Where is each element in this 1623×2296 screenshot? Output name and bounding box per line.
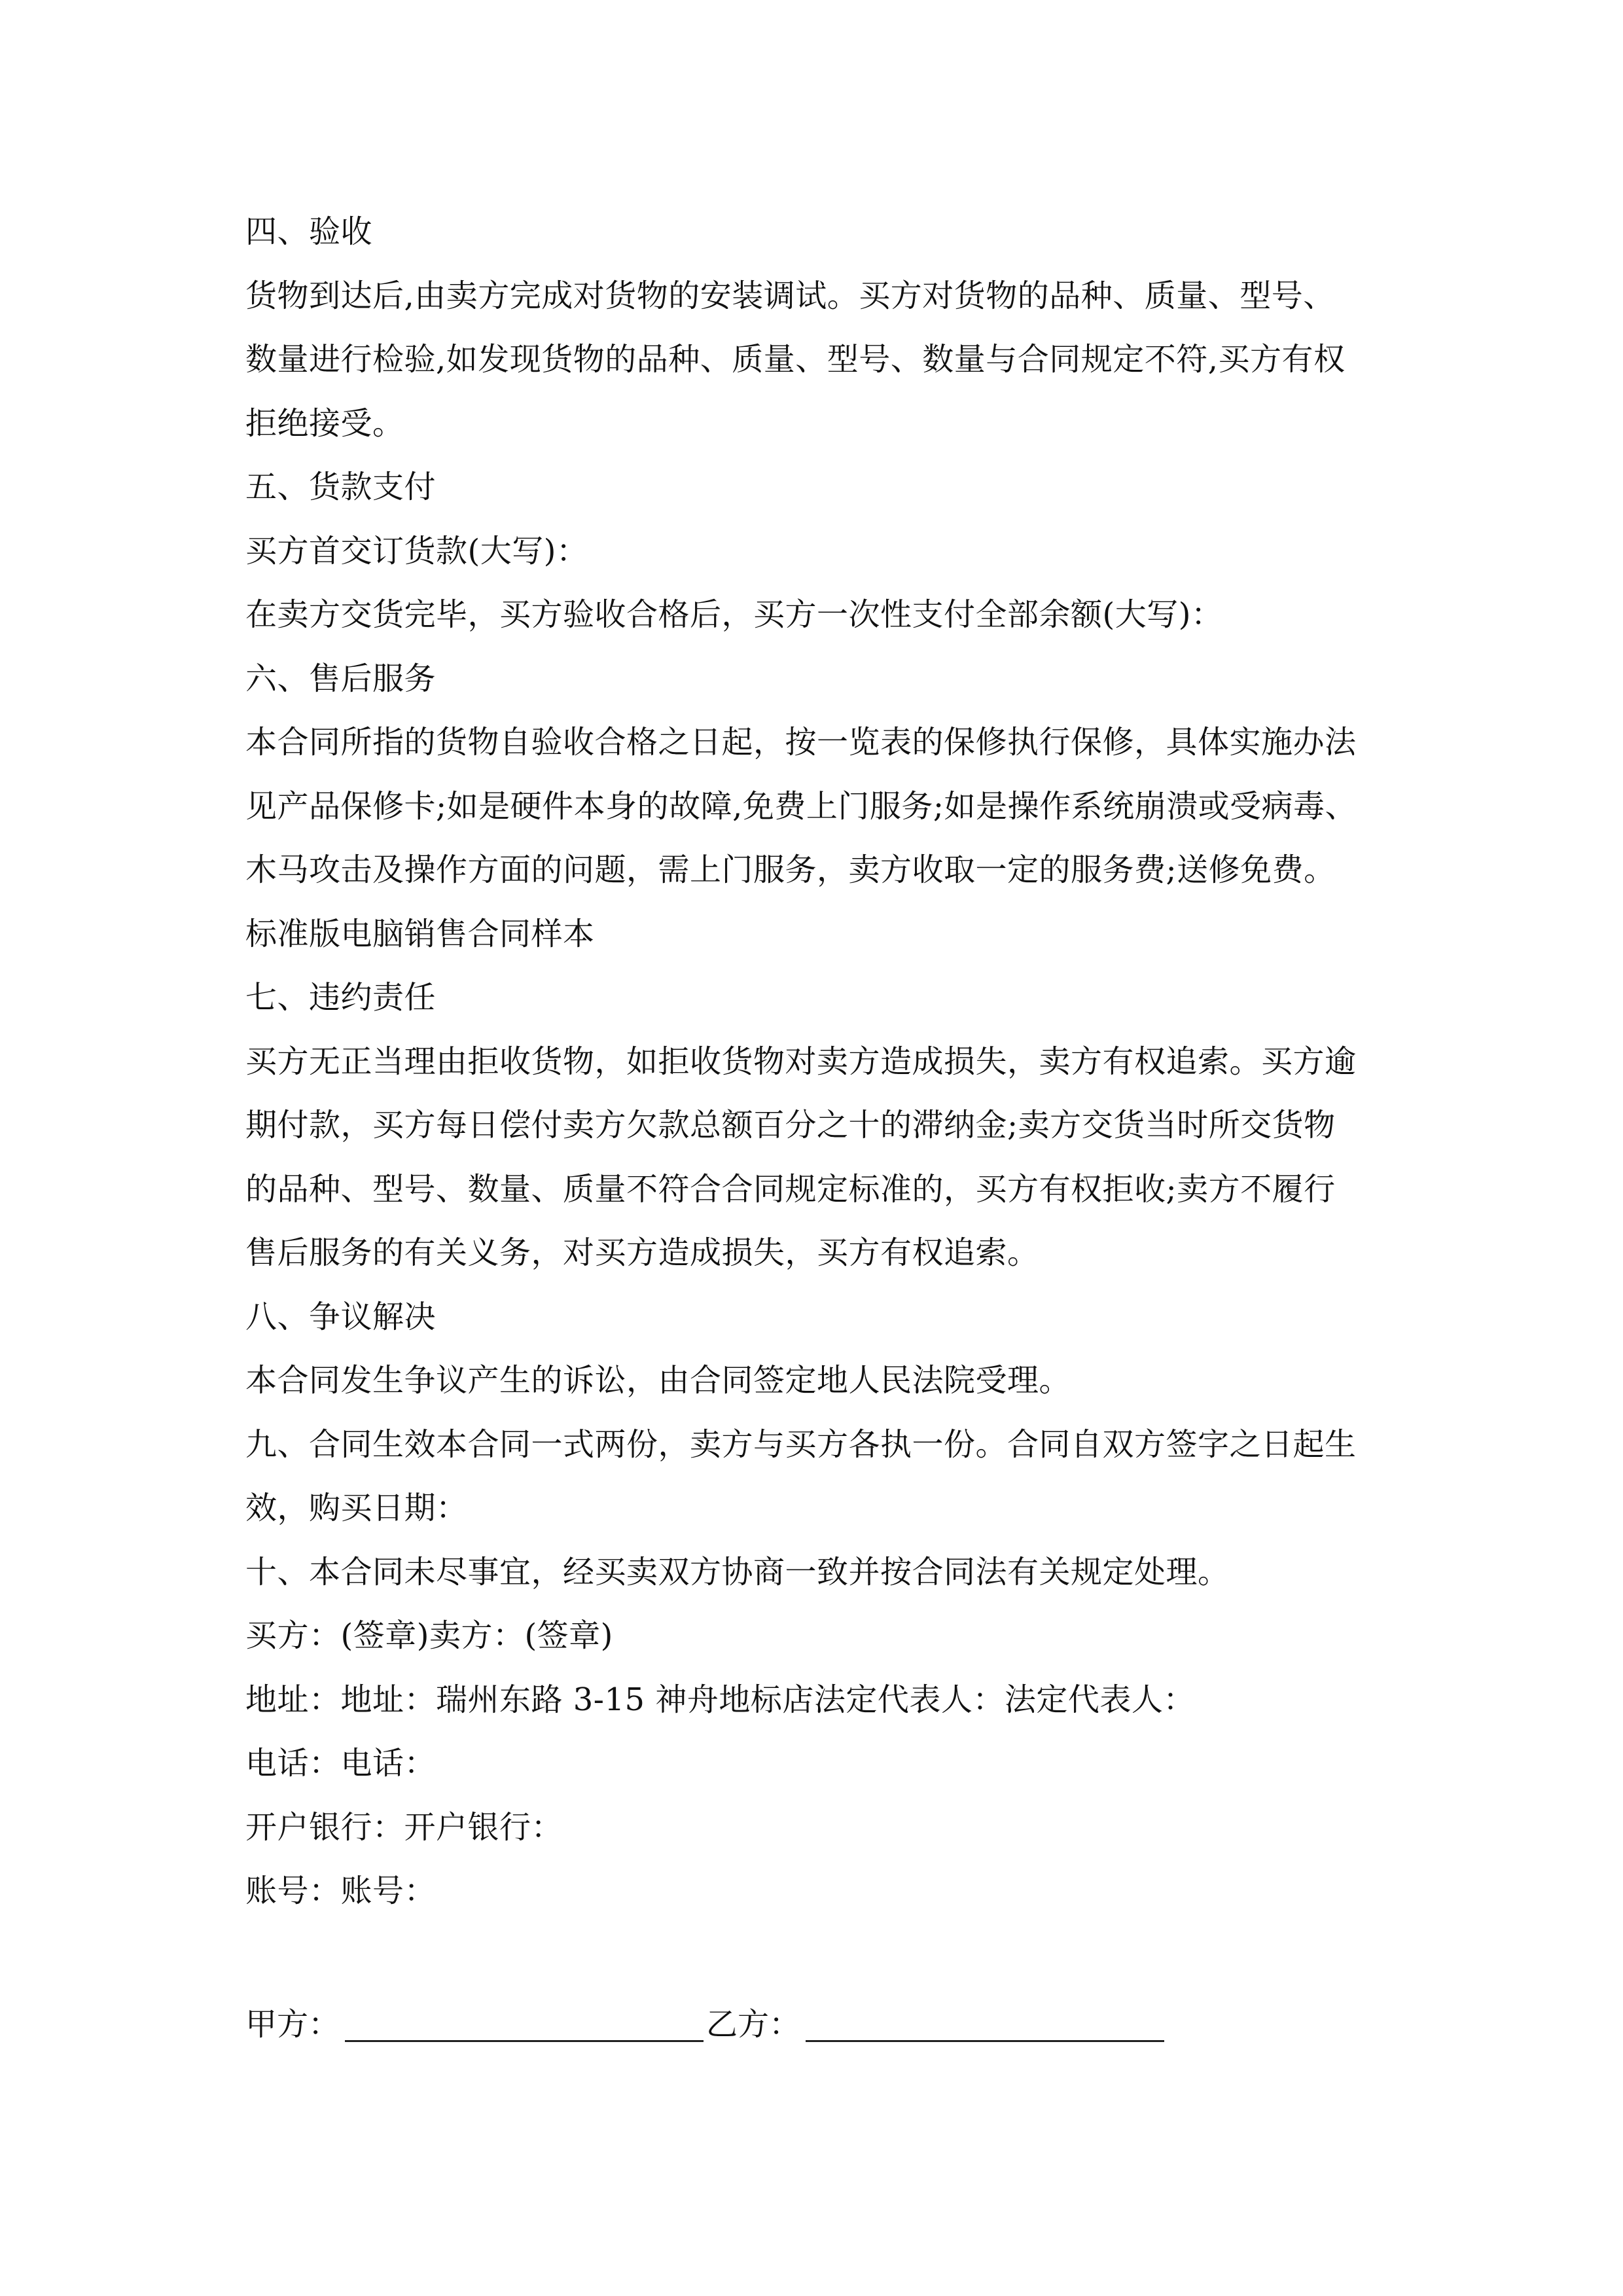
paragraph-line: 期付款，买方每日偿付卖方欠款总额百分之十的滞纳金;卖方交货当时所交货物 [245,1107,1336,1143]
paragraph-line: 买方首交订货款(大写)： [245,532,588,569]
paragraph-line: 本合同发生争议产生的诉讼，由合同签定地人民法院受理。 [245,1362,1071,1399]
section-heading-acceptance: 四、验收 [245,213,373,250]
party-a-label: 甲方： [245,2005,340,2043]
party-phone-line: 电话：电话： [245,1745,437,1782]
paragraph-line: 本合同所指的货物自验收合格之日起，按一览表的保修执行保修，具体实施办法 [245,724,1357,761]
paragraph-line: 木马攻击及操作方面的问题，需上门服务，卖方收取一定的服务费;送修免费。 [245,852,1336,888]
party-b-signature-line [806,2001,1164,2042]
section-heading-liability: 七、违约责任 [245,979,437,1016]
paragraph-line: 售后服务的有关义务，对买方造成损失，买方有权追索。 [245,1234,1039,1271]
party-signature-line: 买方：(签章)卖方：(签章) [245,1617,613,1654]
party-bank-line: 开户银行：开户银行： [245,1808,563,1846]
document-title-line: 标准版电脑销售合同样本 [245,915,595,952]
paragraph-line: 买方无正当理由拒收货物，如拒收货物对卖方造成损失，卖方有权追索。买方逾 [245,1043,1357,1080]
paragraph-line: 见产品保修卡;如是硬件本身的故障,免费上门服务;如是操作系统崩溃或受病毒、 [245,787,1357,825]
party-b-label: 乙方： [706,2005,801,2043]
party-account-line: 账号：账号： [245,1873,437,1909]
section-heading-after-sales: 六、售后服务 [245,660,437,697]
paragraph-line: 货物到达后,由卖方完成对货物的安装调试。买方对货物的品种、质量、型号、 [245,277,1335,314]
paragraph-line: 效，购买日期： [245,1490,468,1526]
contract-body [245,200,1384,1924]
signature-row [245,1988,1164,2054]
paragraph-line: 数量进行检验,如发现货物的品种、质量、型号、数量与合同规定不符,买方有权 [245,341,1346,378]
paragraph-line: 拒绝接受。 [245,404,404,442]
party-address-line: 地址：地址：瑞州东路 3-15 神舟地标店法定代表人：法定代表人： [245,1681,1195,1718]
section-heading-effective: 九、合同生效本合同一式两份，卖方与买方各执一份。合同自双方签字之日起生 [245,1426,1357,1463]
party-a-signature-line [345,2001,704,2042]
paragraph-line: 的品种、型号、数量、质量不符合合同规定标准的，买方有权拒收;卖方不履行 [245,1170,1336,1208]
paragraph-line: 在卖方交货完毕，买方验收合格后，买方一次性支付全部余额(大写)： [245,596,1223,633]
section-heading-payment: 五、货款支付 [245,469,437,505]
section-heading-dispute: 八、争议解决 [245,1298,437,1335]
section-heading-misc: 十、本合同未尽事宜，经买卖双方协商一致并按合同法有关规定处理。 [245,1553,1230,1590]
